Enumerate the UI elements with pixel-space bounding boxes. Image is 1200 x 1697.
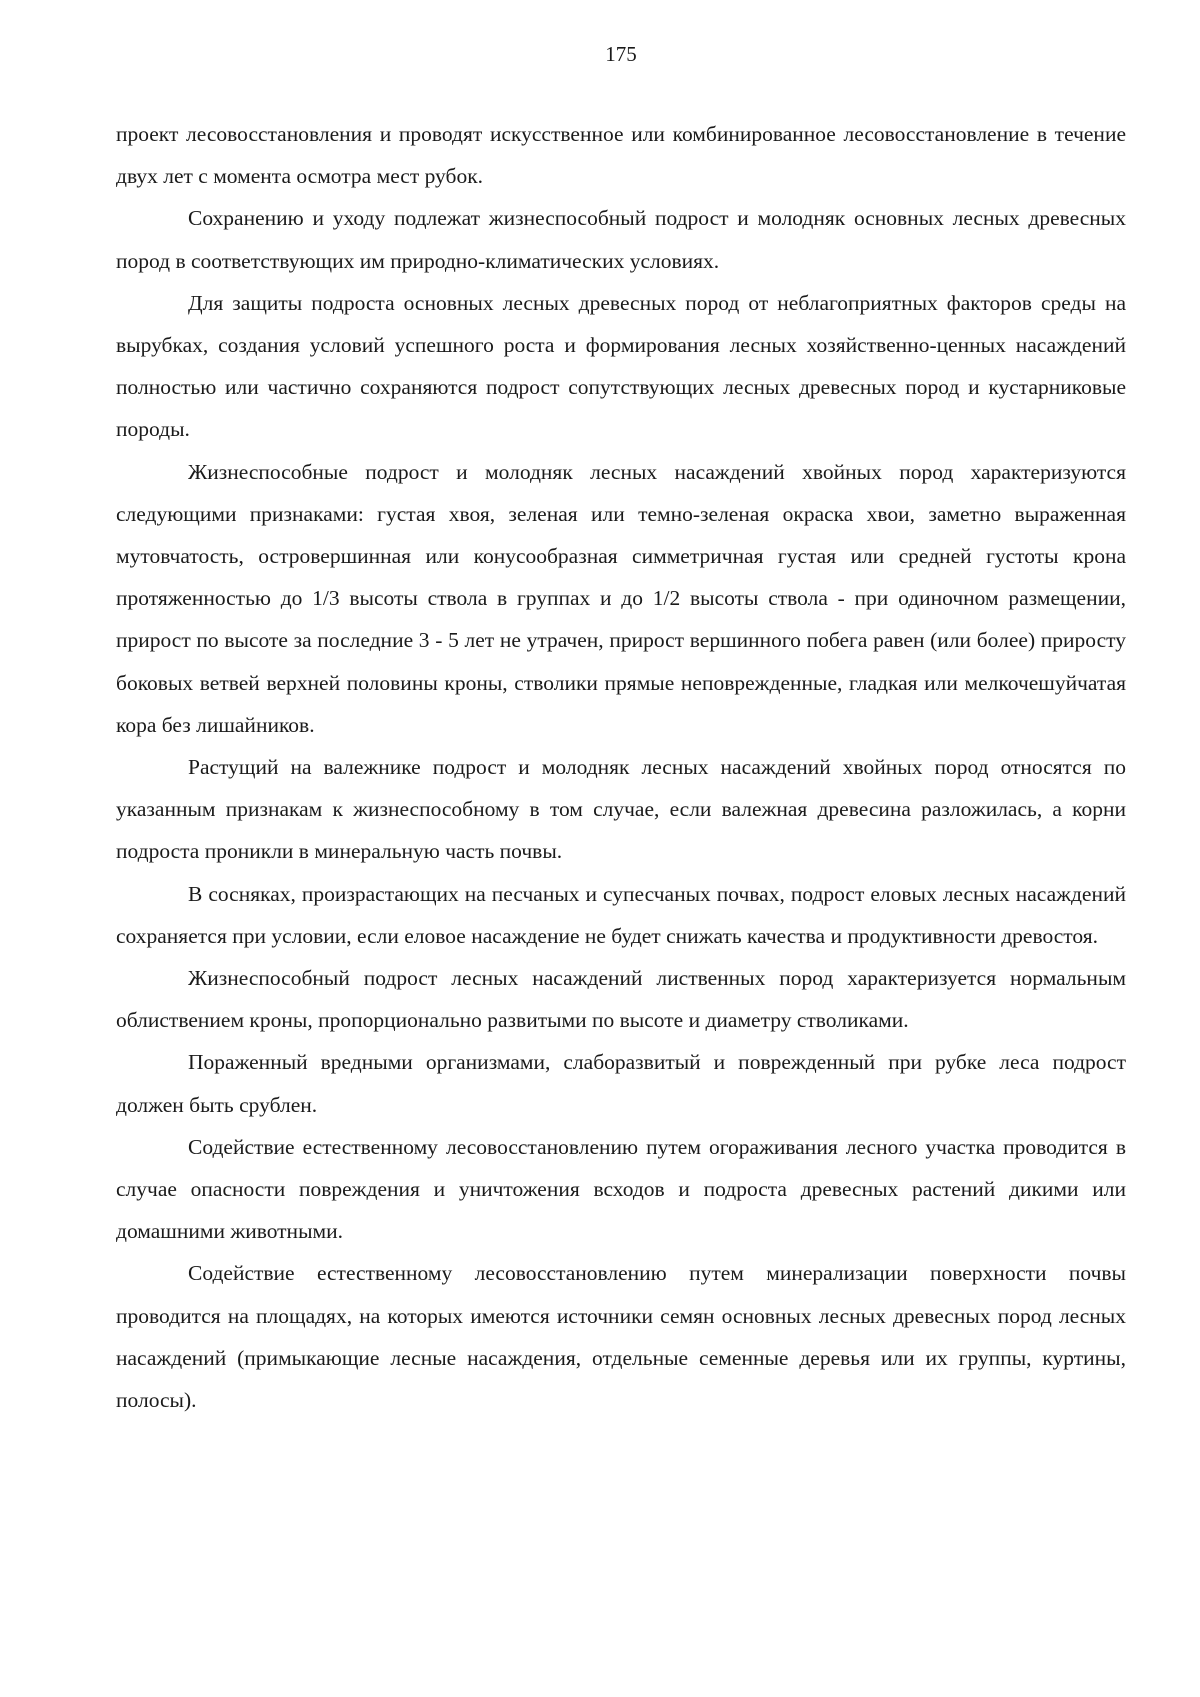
paragraph: Содействие естественному лесовосстановлению путем минерализации поверхности почвы проводится на площадях, на которых имеются источники семян основных лесных древесных пород лесных насаждений (примыкающие лесные насаждения, отдельные семенные деревья или их группы, куртины, полосы).	[116, 1261, 1126, 1413]
page-number: 175	[605, 42, 637, 66]
paragraph: В сосняках, произрастающих на песчаных и супесчаных почвах, подрост еловых лесных насаждений сохраняется при условии, если еловое насаждение не будет снижать качества и продуктивности древостоя.	[116, 881, 1126, 948]
paragraph: Содействие естественному лесовосстановлению путем огораживания лесного участка проводится в случае опасности повреждения и уничтожения всходов и подроста древесных растений дикими или домашними животными.	[116, 1134, 1126, 1244]
paragraph: Сохранению и уходу подлежат жизнеспособный подрост и молодняк основных лесных древесных пород в соответствующих им природно-климатических условиях.	[116, 206, 1126, 273]
paragraph: Растущий на валежнике подрост и молодняк лесных насаждений хвойных пород относятся по указанным признакам к жизнеспособному в том случае, если валежная древесина разложилась, а корни подроста проникли в минеральную часть почвы.	[116, 755, 1126, 864]
document-body	[116, 113, 1126, 1421]
paragraph: Пораженный вредными организмами, слаборазвитый и поврежденный при рубке леса подрост должен быть срублен.	[116, 1050, 1126, 1117]
document-page	[116, 0, 1126, 1697]
paragraph: Для защиты подроста основных лесных древесных пород от неблагоприятных факторов среды на вырубках, создания условий успешного роста и формирования лесных хозяйственно-ценных насаждений полностью или частично сохраняются подрост сопутствующих лесных древесных пород и кустарниковые породы.	[116, 290, 1126, 442]
paragraph: Жизнеспособные подрост и молодняк лесных насаждений хвойных пород характеризуются следующими признаками: густая хвоя, зеленая или темно-зеленая окраска хвои, заметно выраженная мутовчатость, островершинная или конусообразная симметричная густая или средней густоты крона протяженностью до 1/3 высоты ствола в группах и до 1/2 высоты ствола - при одиночном размещении, прирост по высоте за последние 3 - 5 лет не утрачен, прирост вершинного побега равен (или более) приросту боковых ветвей верхней половины кроны, стволики прямые неповрежденные, гладкая или мелкочешуйчатая кора без лишайников.	[116, 459, 1126, 737]
paragraph: Жизнеспособный подрост лесных насаждений лиственных пород характеризуется нормальным облиствением кроны, пропорционально развитыми по высоте и диаметру стволиками.	[116, 966, 1126, 1033]
paragraph-continuation: проект лесовосстановления и проводят искусственное или комбинированное лесовосстановление в течение двух лет с момента осмотра мест рубок.	[116, 122, 1126, 189]
